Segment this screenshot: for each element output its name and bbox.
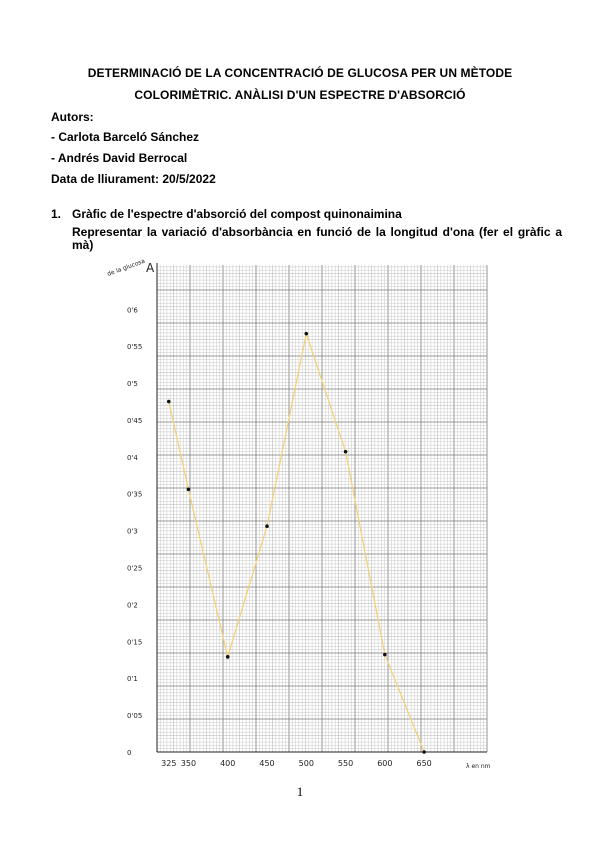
y-tick-label: 0'55	[127, 343, 143, 352]
x-tick-labels	[161, 759, 432, 768]
delivery-date: Data de lliurament: 20/5/2022	[51, 172, 216, 186]
y-tick-label: 0'6	[127, 306, 138, 315]
section-number: 1.	[51, 207, 62, 221]
data-point	[304, 332, 308, 336]
document-title-line-1: DETERMINACIÓ DE LA CONCENTRACIÓ DE GLUCOSA PER UN MÈTODE	[87, 66, 513, 80]
x-axis-label: λ en nm	[466, 763, 491, 770]
x-tick-label: 500	[298, 759, 314, 768]
author-name-2: - Andrés David Berrocal	[51, 151, 188, 165]
x-tick-label: 325	[161, 759, 177, 768]
authors-label: Autors:	[51, 110, 94, 124]
document-title-line-2: COLORIMÈTRIC. ANÀLISI D'UN ESPECTRE D'ABSORCIÓ	[134, 88, 466, 102]
data-point	[265, 524, 269, 528]
x-tick-label: 350	[180, 759, 197, 768]
x-tick-label: 450	[259, 759, 275, 768]
y-tick-label: 0'2	[127, 601, 138, 610]
y-tick-label: 0'5	[127, 380, 138, 389]
x-tick-label: 650	[416, 759, 432, 768]
y-tick-label: 0'4	[127, 453, 138, 462]
y-axis-note: de la glucosa	[106, 257, 147, 278]
section-instruction: Representar la variació d'absorbància en funció de la longitud d'ona (fer el gràfic a mà)	[72, 225, 562, 252]
x-tick-label: 400	[220, 759, 236, 768]
data-point	[344, 450, 348, 454]
x-tick-label: 550	[337, 759, 354, 768]
graph-paper-grid	[157, 265, 487, 752]
x-tick-label: 600	[377, 759, 393, 768]
section-title: Gràfic de l'espectre d'absorció del compost quinonaimina	[72, 207, 402, 221]
y-axis-symbol: A	[146, 261, 155, 275]
data-point	[422, 750, 426, 754]
y-tick-label: 0'25	[127, 564, 143, 573]
y-tick-label: 0'45	[127, 416, 143, 425]
absorbance-series	[167, 332, 426, 754]
y-tick-label: 0'3	[127, 527, 138, 536]
page-number: 1	[296, 784, 304, 799]
y-tick-label: 0'05	[127, 712, 143, 721]
y-tick-label: 0'15	[127, 638, 143, 647]
y-tick-label: 0'35	[127, 490, 143, 499]
data-point	[187, 488, 191, 492]
y-tick-labels	[127, 306, 142, 757]
author-name-1: - Carlota Barceló Sánchez	[51, 130, 200, 144]
data-point	[383, 653, 387, 657]
data-point	[167, 400, 171, 404]
y-tick-label: 0'1	[127, 675, 138, 684]
data-point	[226, 655, 230, 659]
y-tick-label: 0	[127, 749, 132, 757]
